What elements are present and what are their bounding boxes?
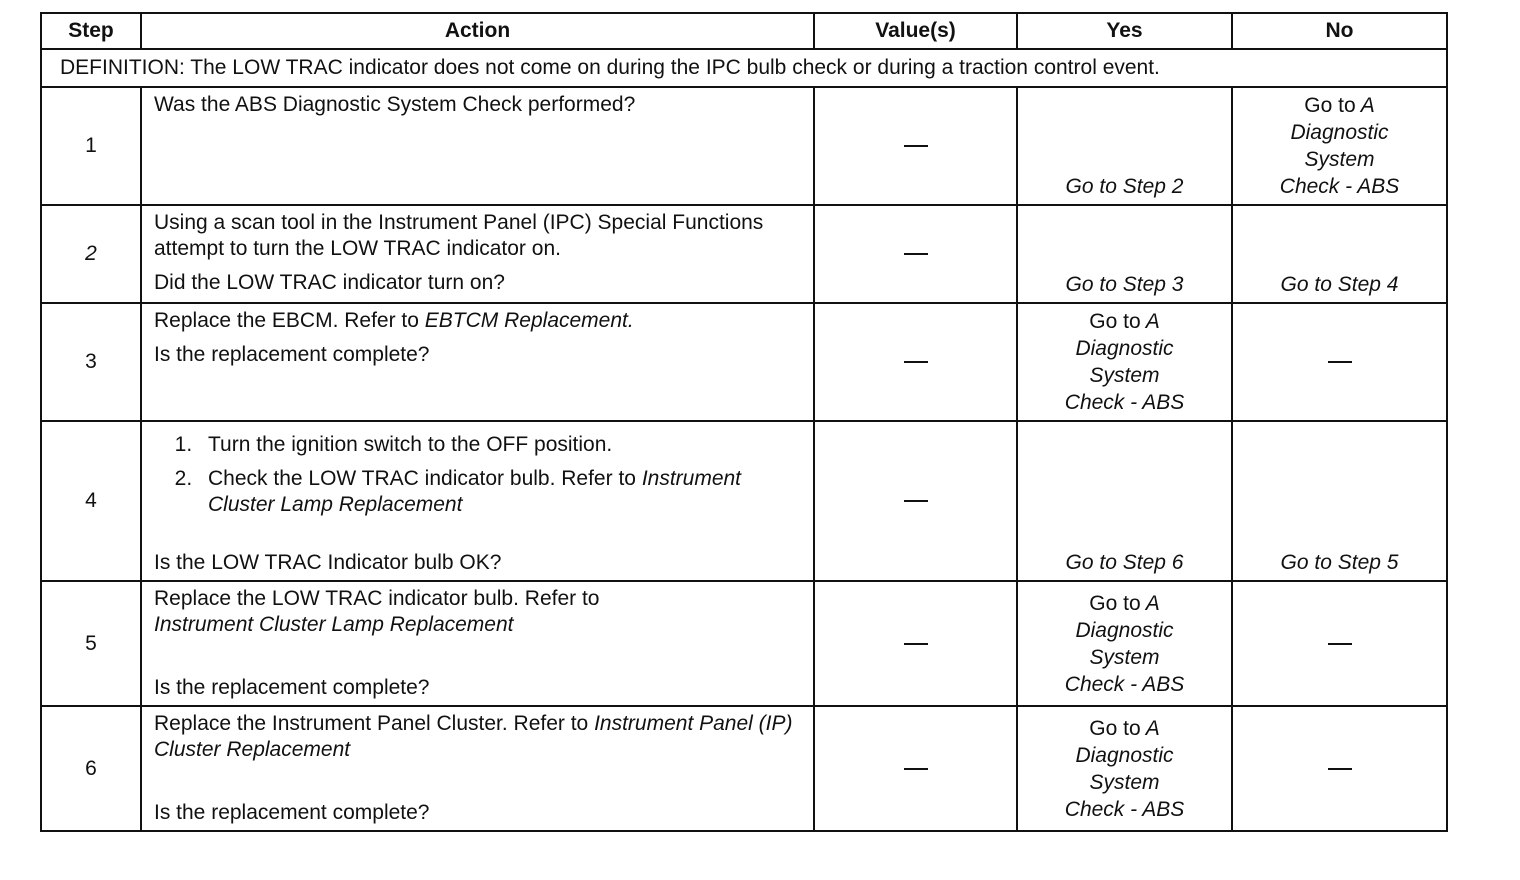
dash-icon <box>904 145 928 147</box>
goto-line4: Check - ABS <box>1064 797 1185 821</box>
table-row <box>41 581 1447 706</box>
action-cell <box>141 581 814 706</box>
yes-result <box>1018 715 1231 823</box>
yes-cell <box>1017 87 1232 205</box>
dash-icon <box>904 500 928 502</box>
list-item <box>198 466 801 518</box>
yes-cell <box>1017 581 1232 706</box>
table-row <box>41 421 1447 581</box>
goto-line2: Diagnostic <box>1290 121 1389 144</box>
action-text <box>154 586 801 638</box>
value-cell <box>814 205 1017 303</box>
dash-icon <box>1328 768 1352 770</box>
action-question: Was the ABS Diagnostic System Check performed? <box>154 93 636 116</box>
header-row <box>41 13 1447 49</box>
yes-result: Go to Step 3 <box>1065 273 1184 296</box>
dash-icon <box>904 253 928 255</box>
definition-text: DEFINITION: The LOW TRAC indicator does not come on during the IPC bulb check or during a traction control event. <box>41 49 1447 87</box>
action-question: Is the LOW TRAC Indicator bulb OK? <box>154 551 502 574</box>
goto-line4: Check - ABS <box>1279 175 1400 198</box>
goto-prefix: Go to <box>1089 591 1141 615</box>
goto-prefix: Go to <box>1089 716 1141 740</box>
yes-cell <box>1017 706 1232 831</box>
action-question: Is the replacement complete? <box>154 801 430 824</box>
action-text <box>154 711 801 763</box>
step-number <box>41 205 141 303</box>
no-result: Go to Step 4 <box>1280 273 1399 296</box>
action-cell <box>141 706 814 831</box>
yes-cell <box>1017 205 1232 303</box>
action-text-plain: Replace the EBCM. Refer to <box>154 309 419 332</box>
goto-prefix: Go to <box>1304 94 1356 117</box>
goto-line4: Check - ABS <box>1064 391 1185 414</box>
header-action: Action <box>141 13 814 49</box>
goto-a: A <box>1145 310 1160 333</box>
header-no: No <box>1232 13 1447 49</box>
dash-icon <box>904 361 928 363</box>
no-cell <box>1232 303 1447 421</box>
action-list <box>154 432 801 518</box>
action-cell <box>141 87 814 205</box>
action-text-ref: EBTCM Replacement. <box>424 309 634 332</box>
list-item-plain: Check the LOW TRAC indicator bulb. Refer to <box>208 467 636 490</box>
header-yes: Yes <box>1017 13 1232 49</box>
action-text: Using a scan tool in the Instrument Panel (IPC) Special Functions attempt to turn the LOW TRAC indicator on. <box>154 211 764 260</box>
goto-prefix: Go to <box>1089 310 1141 333</box>
goto-a: A <box>1145 591 1160 615</box>
yes-result <box>1018 590 1231 698</box>
step-number: 5 <box>41 581 141 706</box>
header-step: Step <box>41 13 141 49</box>
yes-cell <box>1017 303 1232 421</box>
goto-a: A <box>1145 716 1160 740</box>
action-text-plain: Replace the LOW TRAC indicator bulb. Refer to <box>154 587 600 610</box>
action-text <box>154 308 801 334</box>
no-result: Go to Step 5 <box>1280 551 1399 574</box>
value-cell <box>814 581 1017 706</box>
step-number: 3 <box>41 303 141 421</box>
goto-line3: System <box>1089 364 1160 387</box>
goto-line3: System <box>1089 645 1160 669</box>
goto-a: A <box>1360 94 1375 117</box>
action-question: Is the replacement complete? <box>154 343 430 366</box>
action-cell <box>141 303 814 421</box>
no-cell <box>1232 205 1447 303</box>
value-cell <box>814 706 1017 831</box>
action-question: Did the LOW TRAC indicator turn on? <box>154 271 505 294</box>
action-cell <box>141 421 814 581</box>
dash-icon <box>904 643 928 645</box>
step-number-text: 2 <box>85 242 97 265</box>
goto-line4: Check - ABS <box>1064 672 1185 696</box>
no-cell <box>1232 87 1447 205</box>
definition-row <box>41 49 1447 87</box>
value-cell <box>814 87 1017 205</box>
value-cell <box>814 303 1017 421</box>
yes-result <box>1018 308 1231 416</box>
header-values: Value(s) <box>814 13 1017 49</box>
table-row <box>41 303 1447 421</box>
no-result <box>1233 92 1446 200</box>
value-cell <box>814 421 1017 581</box>
action-text-plain: Replace the Instrument Panel Cluster. Refer to <box>154 712 589 735</box>
goto-line3: System <box>1304 148 1375 171</box>
table-row <box>41 706 1447 831</box>
dash-icon <box>1328 361 1352 363</box>
step-number: 1 <box>41 87 141 205</box>
action-cell <box>141 205 814 303</box>
list-item: 1. Turn the ignition switch to the OFF position. <box>198 432 801 458</box>
goto-line3: System <box>1089 770 1160 794</box>
dash-icon <box>1328 643 1352 645</box>
table-row <box>41 87 1447 205</box>
step-number: 6 <box>41 706 141 831</box>
dash-icon <box>904 768 928 770</box>
no-cell <box>1232 421 1447 581</box>
yes-cell <box>1017 421 1232 581</box>
table-row <box>41 205 1447 303</box>
action-question: Is the replacement complete? <box>154 676 430 699</box>
list-item-ref: Instrument Cluster Lamp Replacement <box>208 467 742 516</box>
step-number: 4 <box>41 421 141 581</box>
goto-line2: Diagnostic <box>1075 618 1174 642</box>
goto-line2: Diagnostic <box>1075 337 1174 360</box>
action-text-ref: Instrument Cluster Lamp Replacement <box>154 613 514 636</box>
action-text-ref: Instrument Panel (IP) Cluster Replacement <box>154 712 793 761</box>
diagnostic-table <box>40 12 1448 832</box>
no-cell <box>1232 706 1447 831</box>
goto-line2: Diagnostic <box>1075 743 1174 767</box>
no-cell <box>1232 581 1447 706</box>
yes-result: Go to Step 6 <box>1065 551 1184 574</box>
yes-result: Go to Step 2 <box>1065 175 1184 198</box>
